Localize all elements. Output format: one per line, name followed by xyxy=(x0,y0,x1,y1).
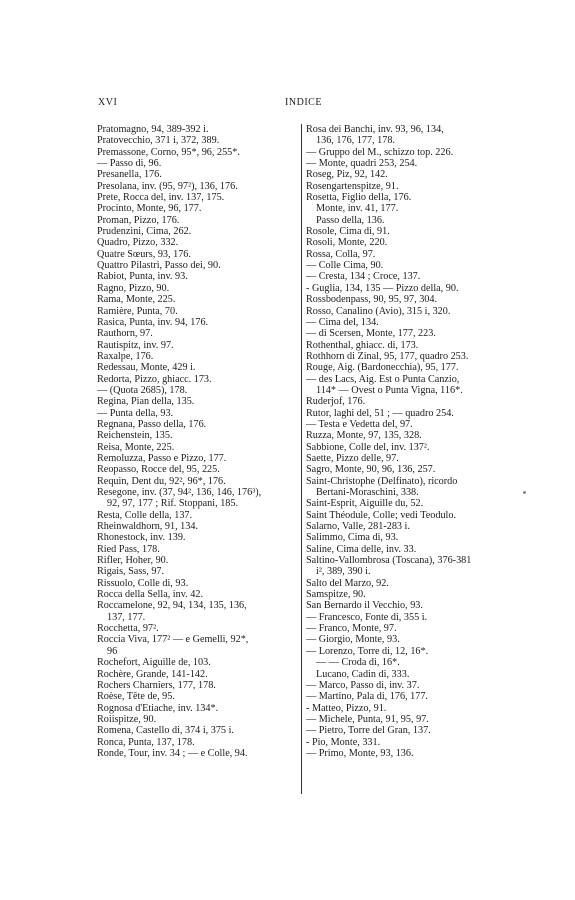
index-entry: Rocca della Sella, inv. 42. xyxy=(97,589,203,601)
index-entry: Rosole, Cima di, 91. xyxy=(306,226,390,238)
index-entry: Ragno, Pizzo, 90. xyxy=(97,282,170,294)
index-entry: — di Scersen, Monte, 177, 223. xyxy=(306,328,436,340)
index-entry: Rocchetta, 97². xyxy=(97,623,159,635)
index-entry: — Pietro, Torre del Gran, 137. xyxy=(306,725,431,737)
index-entry: Reisa, Monte, 225. xyxy=(97,441,175,453)
index-entry: Resegone, inv. (37, 94², 136, 146, 176³), xyxy=(97,487,262,498)
index-entry: Rognosa d'Etiache, inv. 134*. xyxy=(97,702,219,714)
index-entry: Regina, Pian della, 135. xyxy=(97,396,195,408)
index-entry: — Cima del, 134. xyxy=(306,316,379,328)
column-divider xyxy=(301,124,302,794)
index-entry: San Bernardo il Vecchio, 93. xyxy=(306,600,423,612)
index-entry: — Giorgio, Monte, 93. xyxy=(306,634,400,646)
index-entry: Reopasso, Rocce del, 95, 225. xyxy=(97,464,220,476)
index-entry: Regnana, Passo della, 176. xyxy=(97,418,207,430)
index-entry: Rochers Charniers, 177, 178. xyxy=(97,679,216,691)
index-entry: 137, 177. xyxy=(107,611,146,623)
index-entry: Samspitze, 90. xyxy=(306,589,366,601)
index-entry: — Colle Cima, 90. xyxy=(306,260,384,272)
index-entry: — Martino, Pala di, 176, 177. xyxy=(306,691,428,703)
index-entry: Rabiot, Punta, inv. 93. xyxy=(97,271,188,283)
index-entry: Saltino-Vallombrosa (Toscana), 376-381 xyxy=(306,555,472,567)
margin-speck xyxy=(523,491,526,494)
index-entry: Rosso, Canalino (Avio), 315 i, 320. xyxy=(306,305,451,317)
index-entry: Ronca, Punta, 137, 178. xyxy=(97,736,195,748)
index-entry: Pratovecchio, 371 i, 372, 389. xyxy=(97,135,220,147)
index-entry: 92, 97, 177 ; Rif. Stoppani, 185. xyxy=(107,498,239,510)
index-entry: Roccia Viva, 177² — e Gemelli, 92*, xyxy=(97,634,249,646)
index-entry: Rothenthal, ghiacc. di, 173. xyxy=(306,339,419,351)
index-entry: Quatre Sœurs, 93, 176. xyxy=(97,248,191,260)
index-entry: - Guglia, 134, 135 — Pizzo della, 90. xyxy=(306,282,459,294)
index-entry: Redessau, Monte, 429 i. xyxy=(97,362,196,374)
index-entry: — Lorenzo, Torre di, 12, 16*. xyxy=(306,645,429,657)
index-column-right xyxy=(306,124,512,759)
index-entry: Raxalpe, 176. xyxy=(97,350,154,362)
index-entry: — Monte, quadri 253, 254. xyxy=(306,158,418,170)
index-entry: Rossa, Colla, 97. xyxy=(306,248,376,260)
index-entry: Presolana, inv. (95, 97²), 136, 176. xyxy=(97,180,238,192)
page-title: INDICE xyxy=(285,97,322,108)
index-entry: Roccamelone, 92, 94, 134, 135, 136, xyxy=(97,600,247,612)
index-entry: Rissuolo, Colle di, 93. xyxy=(97,577,189,589)
index-entry: Rosengartenspitze, 91. xyxy=(306,180,399,192)
index-entry: — Franco, Monte, 97. xyxy=(306,623,397,635)
page-header xyxy=(98,97,509,111)
index-entry: Rosa dei Banchi, inv. 93, 96, 134, xyxy=(306,124,444,135)
index-entry: 96 xyxy=(107,645,118,657)
index-entry: Roiispitze, 90. xyxy=(97,713,157,725)
index-entry: Rosoli, Monte, 220. xyxy=(306,237,388,249)
index-entry: Salarno, Valle, 281-283 i. xyxy=(306,521,410,533)
index-entry: Saette, Pizzo delle, 97. xyxy=(306,452,399,464)
index-entry: Roseg, Piz, 92, 142. xyxy=(306,169,388,181)
index-entry: Rifler, Hoher, 90. xyxy=(97,555,169,567)
index-entry: Quattro Pilastri, Passo dei, 90. xyxy=(97,260,221,272)
index-entry: Ronde, Tour, inv. 34 ; — e Colle, 94. xyxy=(97,747,248,759)
index-entry: Prudenzini, Cima, 262. xyxy=(97,226,192,238)
index-entry: Rouge, Aig. (Bardonecchia), 95, 177. xyxy=(306,362,459,374)
index-column-left xyxy=(97,124,299,759)
index-entry: Salto del Marzo, 92. xyxy=(306,577,389,589)
index-entry: — Passo di, 96. xyxy=(97,158,162,170)
index-entry: — Testa e Vedetta del, 97. xyxy=(306,418,413,430)
index-entry: Rhonestock, inv. 139. xyxy=(97,532,186,544)
index-entry: Roèse, Tête de, 95. xyxy=(97,691,175,703)
index-entry: Sabbione, Colle del, inv. 137². xyxy=(306,441,430,453)
index-entry: Ruzza, Monte, 97, 135, 328. xyxy=(306,430,422,442)
index-entry: Rochefort, Aiguille de, 103. xyxy=(97,657,211,669)
index-entry: Requin, Dent du, 92², 96*, 176. xyxy=(97,475,226,487)
index-entry: 114* — Ovest o Punta Vigna, 116*. xyxy=(316,384,463,396)
index-entry: Rautispitz, inv. 97. xyxy=(97,339,174,351)
index-entry: Saint-Esprit, Aiguille du, 52. xyxy=(306,498,424,510)
index-entry: Bertani-Moraschini, 338. xyxy=(316,487,419,498)
index-entry: Reichenstein, 135. xyxy=(97,430,173,442)
index-entry: — Marco, Passo di, inv. 37. xyxy=(306,679,420,691)
index-entry: Resta, Colle della, 137. xyxy=(97,509,193,521)
index-entry: — Michele, Punta, 91, 95, 97. xyxy=(306,713,429,725)
index-entry: — Primo, Monte, 93, 136. xyxy=(306,747,414,759)
index-entry: — — Croda di, 16*. xyxy=(316,657,400,669)
index-entry: Redorta, Pizzo, ghiacc. 173. xyxy=(97,373,212,385)
index-entry: Lucano, Cadin di, 333. xyxy=(316,668,410,680)
index-entry: Rama, Monte, 225. xyxy=(97,294,176,306)
index-entry: - Pio, Monte, 331. xyxy=(306,736,381,748)
index-entry: Rauthorn, 97. xyxy=(97,328,153,340)
index-entry: Rochère, Grande, 141-142. xyxy=(97,668,208,680)
index-entry: — Punta della, 93. xyxy=(97,407,174,419)
index-entry: Pratomagno, 94, 389-392 i. xyxy=(97,124,209,135)
index-entry: Procinto, Monte, 96, 177. xyxy=(97,203,202,215)
index-entry: 136, 176, 177, 178. xyxy=(316,135,395,147)
index-entry: Rigais, Sass, 97. xyxy=(97,566,165,578)
index-entry: — (Quota 2685), 178. xyxy=(97,384,188,396)
index-entry: Premassone, Corno, 95*, 96, 255*. xyxy=(97,146,240,158)
index-entry: Saline, Cima delle, inv. 33. xyxy=(306,543,417,555)
index-entry: Proman, Pizzo, 176. xyxy=(97,214,180,226)
index-entry: i², 389, 390 i. xyxy=(316,566,371,578)
index-entry: — Francesco, Fonte di, 355 i. xyxy=(306,611,428,623)
index-entry: Rasica, Punta, inv. 94, 176. xyxy=(97,316,209,328)
index-entry: — Cresta, 134 ; Croce, 137. xyxy=(306,271,421,283)
index-entry: Passo della, 136. xyxy=(316,214,385,226)
index-entry: Romena, Castello di, 374 i, 375 i. xyxy=(97,725,234,737)
index-entry: - Matteo, Pizzo, 91. xyxy=(306,702,387,714)
index-entry: Sagro, Monte, 90, 96, 136, 257. xyxy=(306,464,436,476)
index-entry: Salimmo, Cima di, 93. xyxy=(306,532,399,544)
index-entry: Presanella, 176. xyxy=(97,169,162,181)
index-entry: Prete, Rocca del, inv. 137, 175. xyxy=(97,192,225,204)
index-entry: Ramière, Punta, 70. xyxy=(97,305,178,317)
index-entry: Quadro, Pizzo, 332. xyxy=(97,237,179,249)
index-entry: — Gruppo del M., schizzo top. 226. xyxy=(306,146,454,158)
index-entry: Saint-Christophe (Delfinato), ricordo xyxy=(306,475,458,487)
index-entry: Saint Théodule, Colle; vedi Teodulo. xyxy=(306,509,457,521)
index-entry: — des Lacs, Aig. Est o Punta Canzio, xyxy=(306,373,460,385)
index-entry: Rosetta, Figlio della, 176. xyxy=(306,192,412,204)
index-entry: Monte, inv. 41, 177. xyxy=(316,203,399,215)
index-entry: Rothhorn di Zinal, 95, 177, quadro 253. xyxy=(306,350,469,362)
index-entry: Rutor, laghi del, 51 ; — quadro 254. xyxy=(306,407,454,419)
index-entry: Remoluzza, Passo e Pizzo, 177. xyxy=(97,452,227,464)
index-entry: Ried Pass, 178. xyxy=(97,543,160,555)
index-entry: Ruderjof, 176. xyxy=(306,396,366,408)
index-entry: Rossbodenpass, 90, 95, 97, 304. xyxy=(306,294,438,306)
index-entry: Rheinwaldhorn, 91, 134. xyxy=(97,521,199,533)
page-number: XVI xyxy=(98,97,118,108)
